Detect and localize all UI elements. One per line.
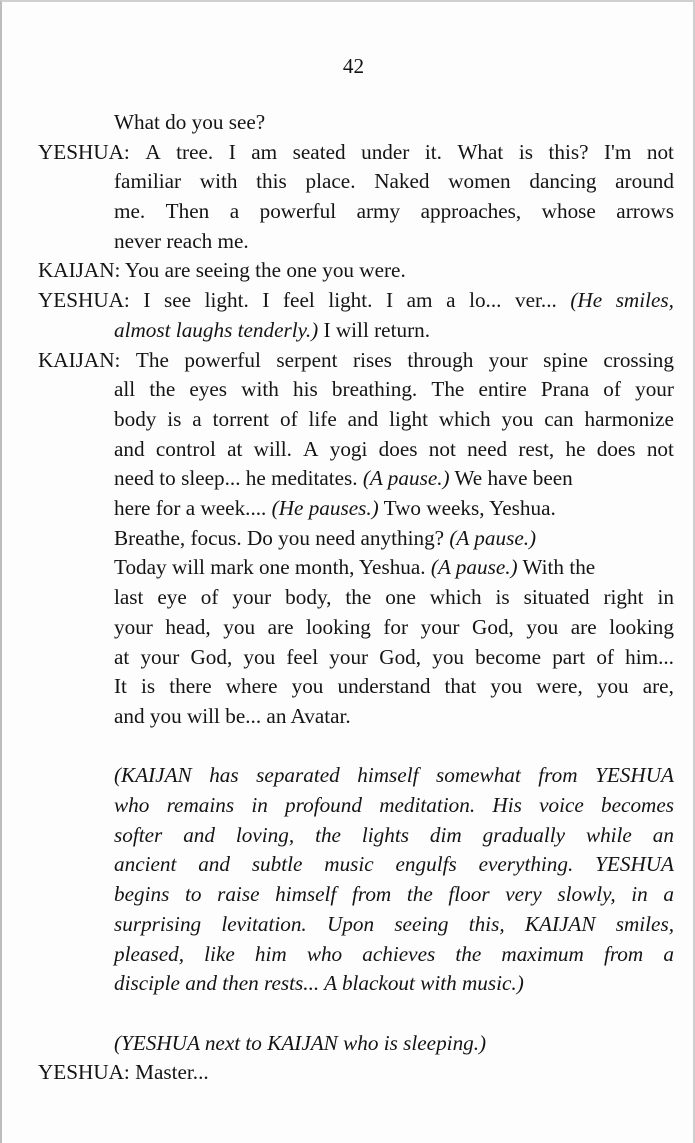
word: surprising [114,911,202,936]
word: which [438,406,491,431]
text-line [38,286,674,316]
word: become [475,644,542,669]
word: feel [282,288,315,313]
word: a [663,882,674,907]
stage-direction-line: disciple and then rests... A blackout with music.) [114,971,524,996]
text-line [38,375,674,405]
word: The [431,377,465,402]
word: light. [204,288,249,313]
word: of [279,406,298,431]
word: through [407,347,474,372]
text-line [38,583,674,613]
word: Prana [540,377,590,402]
word: whose [541,199,596,224]
text-line: need to sleep... he meditates. (A pause.) We have been [114,466,573,491]
word: that [444,674,477,699]
word: the [149,377,176,402]
stage-direction-line [38,940,674,970]
word: I [262,288,270,313]
word: are [267,614,294,639]
word: place. [305,169,356,194]
word: serpent [276,347,338,372]
word: from [351,882,392,907]
word: I [386,288,394,313]
word: you [596,674,629,699]
word: (KAIJAN [114,763,192,788]
stage-direction: (A pause.) [449,525,537,550]
word: one [385,585,416,610]
word: eyes [189,377,228,402]
stage-direction-line [38,850,674,880]
word: and [114,436,145,461]
word: it. [424,139,442,164]
word: smiles, [615,911,674,936]
word: the [345,585,372,610]
word: everything. [478,852,574,877]
word: under [361,139,410,164]
word: very [505,882,542,907]
word: harmonize [584,406,674,431]
word: Then [165,199,210,224]
word: from [538,763,578,788]
word: in [631,882,648,907]
word: who [114,793,150,818]
stage-direction-line [38,791,674,821]
word: your [329,644,369,669]
word: can [544,406,574,431]
word: a [663,941,674,966]
text-line [38,346,674,376]
word: at [227,436,243,461]
word: an [652,822,674,847]
word: slowly, [557,882,616,907]
word: himself [275,882,337,907]
word: becomes [601,793,674,818]
word: KAIJAN: [38,347,121,372]
paragraph-gap [38,732,674,762]
word: this? [548,139,589,164]
word: I [143,288,151,313]
word: of [200,585,219,610]
word: will. [253,436,292,461]
word: profound [285,793,362,818]
word: Upon [326,911,375,936]
word: and [198,852,230,877]
word: pleased, [114,941,185,966]
word: not [428,436,456,461]
word: in [657,585,674,610]
word: your [140,644,180,669]
word: lo... [469,288,502,313]
word: separated [256,763,340,788]
word: not [646,139,674,164]
text-line: never reach me. [114,228,249,253]
text-line [38,613,674,643]
word: levitation. [221,911,307,936]
word: music [324,852,374,877]
word: somewhat [436,763,521,788]
word: all [114,377,136,402]
word: His [492,793,522,818]
word: am [406,288,433,313]
word: maximum [501,941,584,966]
word: gradually [482,822,566,847]
word: tree. [176,139,214,164]
word: you [243,644,276,669]
word: me. [114,199,146,224]
word: seeing [394,911,449,936]
stage-direction: (A pause.) [362,466,450,491]
word: rest, [518,436,555,461]
word: smiles, [615,288,674,313]
text-line [38,435,674,465]
word: at [114,644,130,669]
stage-direction: (He pauses.) [271,496,379,521]
word: meditation. [379,793,476,818]
word: does [378,436,418,461]
text-line: almost laughs tenderly.) I will return. [114,317,431,342]
word: raise [217,882,260,907]
word: ancient [114,852,177,877]
word: I'm [604,139,632,164]
word: himself [357,763,419,788]
word: with [241,377,279,402]
word: am [251,139,278,164]
word: head, [165,614,211,639]
word: you [223,614,256,639]
word: there [169,674,212,699]
word: a [446,288,456,313]
word: rises [353,347,392,372]
word: dancing [529,169,597,194]
word: for [383,614,409,639]
word: your [635,377,674,402]
word: in [251,793,268,818]
word: part [552,644,586,669]
word: you [291,674,324,699]
word: engulfs [395,852,457,877]
word: you [501,406,534,431]
text-line [38,197,674,227]
word: situated [523,585,590,610]
word: familiar [114,169,182,194]
text-line [38,138,674,168]
word: he [565,436,586,461]
word: is [518,139,533,164]
word: him... [625,644,674,669]
word: looking [609,614,674,639]
word: God, [190,644,233,669]
word: right [603,585,644,610]
word: a [229,199,240,224]
word: see [164,288,192,313]
text-line: Breathe, focus. Do you need anything? (A pause.) [114,525,537,550]
word: which [429,585,482,610]
word: army [356,199,401,224]
word: spine [543,347,588,372]
word: eye [157,585,187,610]
word: entire [478,377,527,402]
page-number: 42 [342,54,365,78]
stage-direction-line: (YESHUA next to KAIJAN who is sleeping.) [114,1030,487,1055]
word: the [315,822,341,847]
word: does [596,436,636,461]
stage-direction-line [38,910,674,940]
word: body, [285,585,332,610]
word: YESHUA: [38,139,130,164]
word: a [192,406,202,431]
word: you [432,644,464,669]
word: with [199,169,238,194]
word: A [303,436,319,461]
word: remains [166,793,235,818]
stage-direction: (A pause.) [430,555,518,580]
text-line: Today will mark one month, Yeshua. (A pause.) With the [114,555,596,580]
word: ver... [515,288,557,313]
word: (He [570,288,603,313]
word: his [293,377,318,402]
word: It [114,674,127,699]
word: this, [468,911,505,936]
text-line: and you will be... an Avatar. [114,703,351,728]
word: A [145,139,161,164]
word: What [457,139,504,164]
word: YESHUA: [38,288,130,313]
word: and [183,822,215,847]
text-line: here for a week.... (He pauses.) Two weeks, Yeshua. [114,496,556,521]
stage-direction: almost laughs tenderly.) [114,317,319,342]
word: breathing. [331,377,418,402]
word: torrent [212,406,270,431]
word: you [526,614,559,639]
text-line: KAIJAN: You are seeing the one you were. [38,258,406,283]
word: light [389,406,428,431]
word: The [135,347,169,372]
word: has [209,763,239,788]
word: your [488,347,528,372]
word: life [308,406,337,431]
word: around [615,169,674,194]
word: of [596,644,614,669]
word: I [228,139,236,164]
word: looking [306,614,371,639]
text-line [38,672,674,702]
word: while [585,822,632,847]
word: women [448,169,511,194]
word: dim [429,822,462,847]
word: is [167,406,182,431]
word: seated [292,139,346,164]
word: YESHUA [595,763,674,788]
word: approaches, [420,199,522,224]
word: your [232,585,272,610]
word: floor [448,882,490,907]
word: God, [379,644,422,669]
word: powerful [184,347,261,372]
word: understand [337,674,431,699]
word: light. [328,288,373,313]
word: powerful [259,199,337,224]
word: were, [536,674,583,699]
word: the [455,941,482,966]
text-line [38,643,674,673]
word: YESHUA [595,852,674,877]
word: feel [286,644,319,669]
stage-direction-line [38,880,674,910]
word: you [490,674,523,699]
word: need [467,436,508,461]
paragraph-gap [38,999,674,1029]
text-line [38,167,674,197]
word: and [347,406,379,431]
word: arrows [616,199,674,224]
word: voice [539,793,584,818]
word: like [204,941,235,966]
word: subtle [251,852,303,877]
word: your [420,614,460,639]
word: of [603,377,621,402]
word: crossing [603,347,674,372]
word: the [406,882,433,907]
word: loving, [235,822,295,847]
word: lights [361,822,409,847]
stage-direction-line [38,821,674,851]
stage-direction-line [38,761,674,791]
word: God, [472,614,514,639]
word: Naked [374,169,430,194]
text-line: What do you see? [114,110,266,134]
word: control [155,436,216,461]
word: KAIJAN [524,911,596,936]
word: this [256,169,287,194]
word: who [306,941,343,966]
page-body [38,108,674,1088]
word: are, [642,674,674,699]
word: him [254,941,287,966]
word: are [570,614,597,639]
word: where [225,674,278,699]
word: begins [114,882,170,907]
word: yogi [329,436,368,461]
word: body [114,406,157,431]
word: not [646,436,674,461]
word: is [495,585,510,610]
word: from [603,941,644,966]
text-line: YESHUA: Master... [38,1060,209,1085]
word: softer [114,822,163,847]
text-line [38,405,674,435]
word: to [184,882,202,907]
word: your [114,614,153,639]
word: achieves [362,941,436,966]
word: is [141,674,156,699]
word: last [114,585,144,610]
